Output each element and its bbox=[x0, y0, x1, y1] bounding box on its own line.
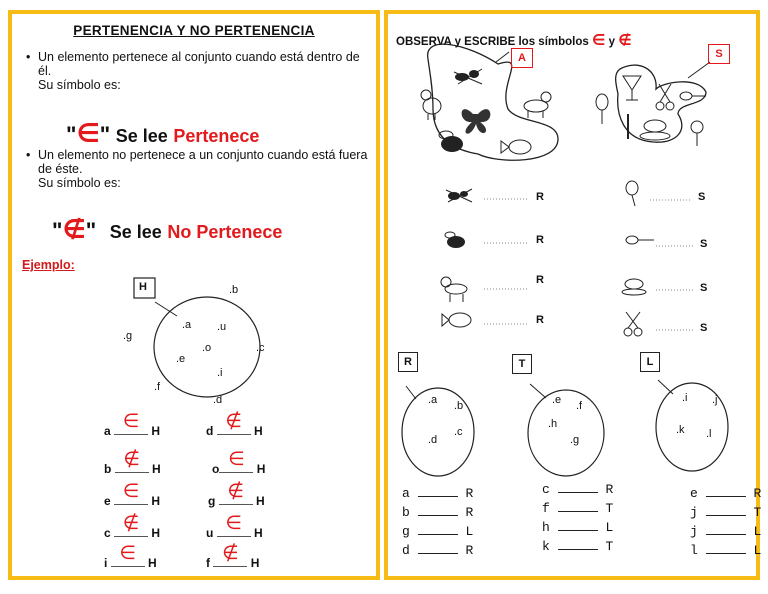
balloon-icon bbox=[596, 94, 608, 124]
row-2-set: R bbox=[536, 234, 544, 246]
t-element-f: .f bbox=[576, 400, 583, 412]
element-e: .e bbox=[176, 353, 186, 365]
row-7-set: S bbox=[700, 282, 708, 294]
row-8-set: S bbox=[700, 322, 708, 334]
scissors-icon bbox=[656, 84, 674, 110]
element-o: .o bbox=[202, 342, 212, 354]
ant-icon bbox=[454, 69, 482, 84]
element-i: .i bbox=[217, 367, 223, 379]
set-l-label: L bbox=[640, 352, 660, 372]
exercise-d: d ∉ H bbox=[206, 411, 263, 438]
l-element-j: .j bbox=[712, 394, 718, 406]
row-6-set: S bbox=[700, 238, 708, 250]
answer-column-1: a R b R g L d R bbox=[402, 486, 474, 558]
element-f: .f bbox=[154, 381, 161, 393]
element-a: .a bbox=[182, 319, 192, 331]
set-a-label: A bbox=[511, 48, 533, 68]
set-r-label: R bbox=[398, 352, 418, 372]
r-element-c: .c bbox=[454, 426, 463, 438]
exercise-g: g ∉ H bbox=[208, 481, 265, 508]
definition-no-pertenece: • Un elemento no pertenece a un conjunto cuando está fuera de éste. Su símbolo es: bbox=[26, 148, 368, 190]
exercise-o: o ∈ H bbox=[212, 449, 266, 476]
r-element-b: .b bbox=[454, 400, 464, 412]
instruction: OBSERVA y ESCRIBE los símbolos ∈ y ∉ bbox=[396, 32, 632, 49]
r-element-a: .a bbox=[428, 394, 438, 406]
row-balloon-icon bbox=[626, 181, 638, 206]
left-panel bbox=[8, 10, 380, 580]
row-bee-icon bbox=[445, 232, 465, 248]
butterfly-icon bbox=[462, 109, 491, 134]
exercise-f: f ∉ H bbox=[206, 543, 260, 570]
t-element-g: .g bbox=[570, 434, 580, 446]
set-h-label: H bbox=[139, 281, 147, 293]
chick-icon bbox=[421, 90, 441, 120]
row-ant-icon bbox=[446, 189, 472, 202]
row-cup-icon bbox=[622, 279, 646, 295]
r-element-d: .d bbox=[428, 434, 438, 446]
exercise-u: u ∈ H bbox=[206, 513, 263, 540]
bee-icon bbox=[439, 131, 463, 152]
exercise-b: b ∉ H bbox=[104, 449, 161, 476]
exercise-i: i ∈ H bbox=[104, 543, 157, 570]
l-element-k: .k bbox=[676, 424, 685, 436]
fish-icon bbox=[501, 140, 531, 154]
element-d: .d bbox=[213, 394, 223, 406]
pertenece-symbol-line: "∈" Se lee Pertenece bbox=[66, 118, 260, 148]
set-s-label: S bbox=[708, 44, 730, 64]
l-element-i: .i bbox=[682, 392, 688, 404]
set-t-label: T bbox=[512, 354, 532, 374]
cup-icon bbox=[640, 120, 670, 140]
element-b: .b bbox=[229, 284, 239, 296]
answer-column-3: e R j T j L l L bbox=[690, 486, 762, 558]
row-4-set: R bbox=[536, 314, 544, 326]
element-u: .u bbox=[217, 321, 227, 333]
t-element-h: .h bbox=[548, 418, 558, 430]
answer-column-2: c R f T h L k T bbox=[542, 482, 614, 554]
bullet-icon: • bbox=[26, 148, 31, 162]
row-3-set: R bbox=[536, 274, 544, 286]
page-title: PERTENENCIA Y NO PERTENENCIA bbox=[73, 23, 315, 38]
exercise-e: e ∈ H bbox=[104, 481, 161, 508]
l-element-l: .l bbox=[706, 428, 712, 440]
row-fish-icon bbox=[442, 313, 471, 327]
wineglass-icon bbox=[623, 76, 641, 100]
element-c: .c bbox=[256, 342, 265, 354]
set-t-circle bbox=[528, 390, 604, 476]
row-1-set: R bbox=[536, 191, 544, 203]
set-r-circle bbox=[402, 388, 474, 476]
bullet-icon: • bbox=[26, 50, 31, 64]
row-dog-icon bbox=[441, 277, 467, 302]
exercise-c: c ∉ H bbox=[104, 513, 161, 540]
flower-icon bbox=[691, 121, 703, 146]
row-5-set: S bbox=[698, 191, 706, 203]
definition-pertenece: • Un elemento pertenece al conjunto cuando está dentro de él. Su símbolo es: bbox=[26, 50, 360, 92]
set-h-diagram bbox=[12, 14, 376, 576]
no-pertenece-symbol-line: "∉" Se lee No Pertenece bbox=[52, 214, 283, 244]
right-panel bbox=[384, 10, 760, 580]
ejemplo-heading: Ejemplo: bbox=[22, 258, 75, 272]
exercise-a: a ∈ H bbox=[104, 411, 161, 438]
element-g: .g bbox=[123, 330, 133, 342]
row-scissors-icon bbox=[624, 312, 642, 336]
row-spoon-icon bbox=[626, 236, 654, 244]
t-element-e: .e bbox=[552, 394, 562, 406]
dog-icon bbox=[524, 92, 551, 118]
